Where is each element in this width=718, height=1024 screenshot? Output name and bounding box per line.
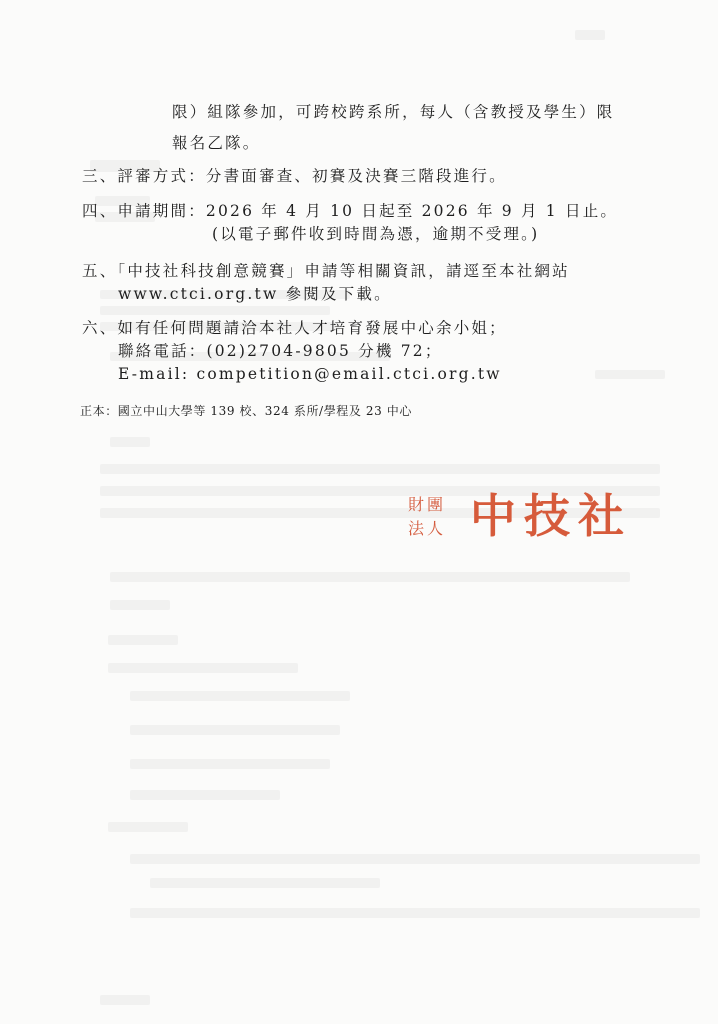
- bleed-mark: [110, 600, 170, 610]
- bleed-mark: [150, 878, 380, 888]
- bleed-mark: [108, 663, 298, 673]
- bleed-mark: [595, 370, 665, 379]
- item-six-contact-line: 六、如有任何問題請洽本社人才培育發展中心余小姐；: [82, 319, 507, 337]
- bleed-mark: [130, 691, 350, 701]
- item-four-note: (以電子郵件收到時間為憑，逾期不受理。): [212, 225, 540, 243]
- item-two-continued-line-2: 報名乙隊。: [172, 134, 261, 152]
- bleed-mark: [130, 725, 340, 735]
- bleed-mark: [110, 572, 630, 582]
- seal-prefix-line-2: 法人: [408, 519, 447, 538]
- contact-email: E-mail: competition@email.ctci.org.tw: [118, 365, 502, 383]
- bleed-mark: [130, 908, 700, 918]
- bleed-mark: [100, 464, 660, 474]
- seal-organization-name: 中技社: [470, 489, 632, 543]
- bleed-mark: [100, 306, 330, 315]
- item-five-website-line: www.ctci.org.tw 參閱及下載。: [118, 285, 392, 303]
- item-four-application-period: 四、申請期間：2026 年 4 月 10 日起至 2026 年 9 月 1 日止。: [82, 202, 619, 220]
- bleed-mark: [108, 822, 188, 832]
- seal-prefix-line-1: 財團: [408, 495, 447, 514]
- item-five-info-line-1: 五、「中技社科技創意競賽」申請等相關資訊，請逕至本社網站: [82, 262, 570, 280]
- bleed-mark: [108, 635, 178, 645]
- bleed-mark: [130, 854, 700, 864]
- item-three-review-method: 三、評審方式：分書面審查、初賽及決賽三階段進行。: [82, 167, 507, 185]
- bleed-mark: [130, 759, 330, 769]
- copy-to-recipients: 正本：國立中山大學等 139 校、324 系所/學程及 23 中心: [80, 404, 412, 418]
- contact-phone: 聯絡電話：(02)2704-9805 分機 72；: [118, 342, 443, 360]
- bleed-mark: [110, 437, 150, 447]
- bleed-mark: [575, 30, 605, 40]
- item-two-continued-line-1: 限）組隊參加，可跨校跨系所，每人（含教授及學生）限: [172, 103, 615, 121]
- bleed-mark: [130, 790, 280, 800]
- bleed-mark: [100, 995, 150, 1005]
